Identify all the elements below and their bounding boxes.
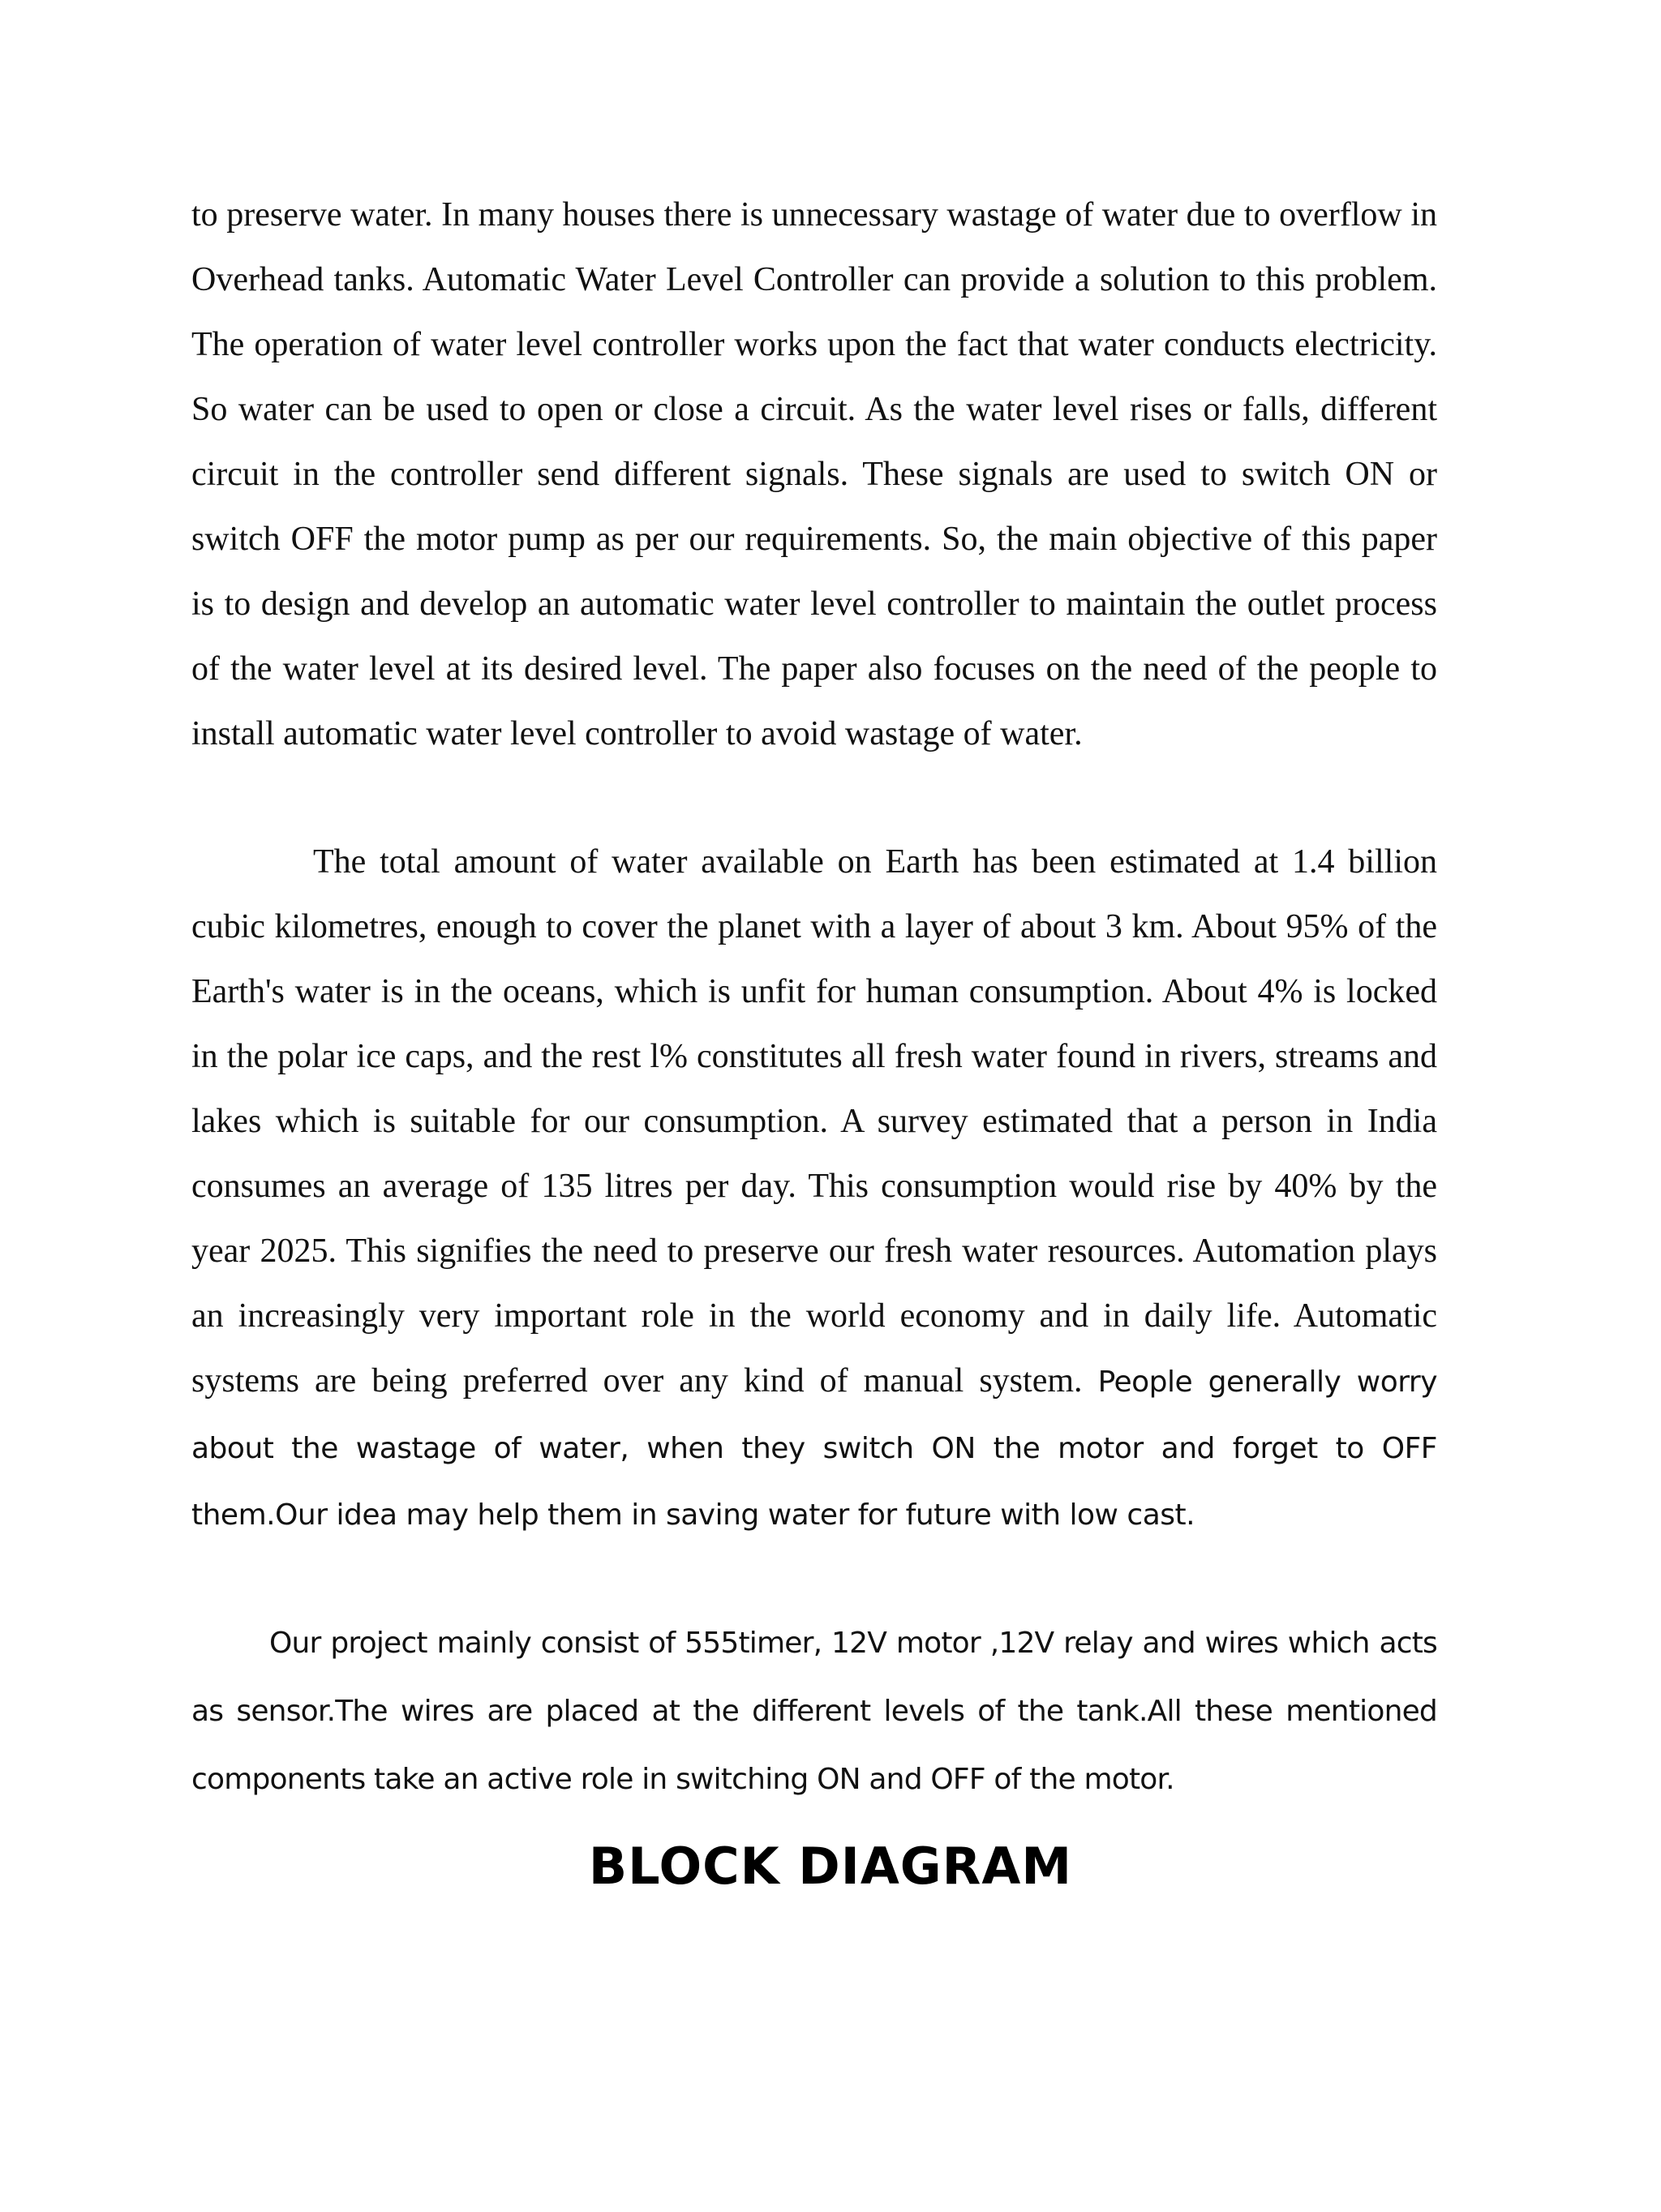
paragraph-project-components: Our project mainly consist of 555timer, 12V motor ,12V relay and wires which acts as sensor.The wires are placed at the different levels of the tank.All these mentioned components take an active role in switching ON and OFF of the motor. xyxy=(191,1627,1437,1796)
block-diagram-heading: BLOCK DIAGRAM xyxy=(588,1837,1073,1896)
paragraph-earth-water-statistics-text: The total amount of water available on Earth has been estimated at 1.4 billion cubic kilometres, enough to cover the planet with a layer of about 3 km. About 95% of the Earth's water is in the oceans, which is unfit for human consumption. About 4% is locked in the polar ice caps, and the rest l% constitutes all fresh water found in rivers, streams and lakes which is suitable for our consumption. A survey estimated that a person in India consumes an average of 135 litres per day. This consumption would rise by 40% by the year 2025. This signifies the need to preserve our fresh water resources. Automation plays an increasingly very important role in the world economy and in daily life. Automatic systems are being preferred over any kind of manual system. xyxy=(191,843,1437,1400)
paragraph-water-wastage-concern: People generally worry about the wastage of water, when they switch ON the motor and forget to OFF them.Our idea may help them in saving water for future with low cast. xyxy=(191,1365,1438,1532)
paragraph-water-level-controller-intro: to preserve water. In many houses there is unnecessary wastage of water due to overflow in Overhead tanks. Automatic Water Level Controller can provide a solution to this problem. The operation of water level controller works upon the fact that water conducts electricity. So water can be used to open or close a circuit. As the water level rises or falls, different circuit in the controller send different signals. These signals are used to switch ON or switch OFF the motor pump as per our requirements. So, the main objective of this paper is to design and develop an automatic water level controller to maintain the outlet process of the water level at its desired level. The paper also focuses on the need of the people to install automatic water level controller to avoid wastage of water. xyxy=(191,196,1437,752)
paragraph-earth-water-statistics xyxy=(191,830,1437,1548)
